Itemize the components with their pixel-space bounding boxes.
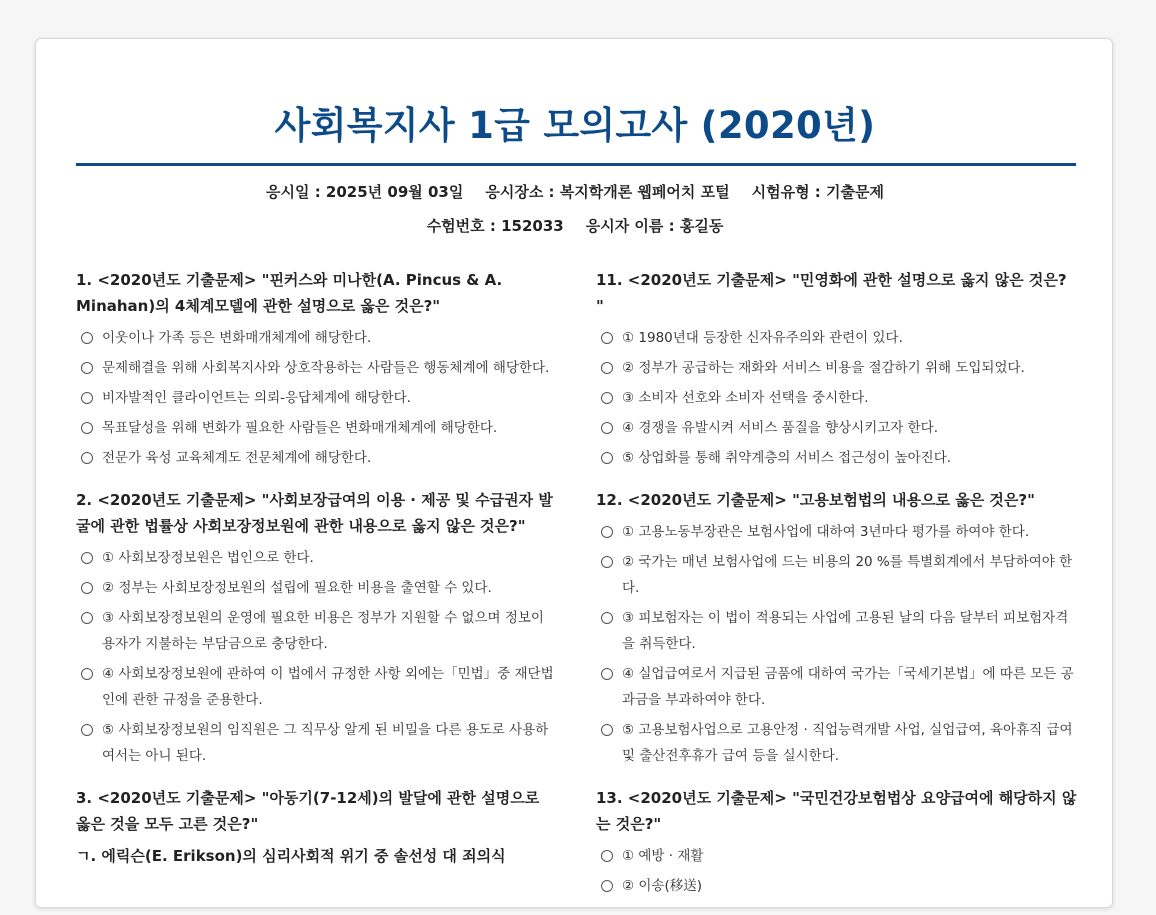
radio-button[interactable] xyxy=(601,452,613,464)
answer-option[interactable] xyxy=(596,661,1078,713)
answer-option[interactable] xyxy=(76,355,554,381)
radio-button[interactable] xyxy=(601,668,613,680)
radio-button[interactable] xyxy=(601,362,613,374)
answer-option[interactable] xyxy=(596,605,1078,657)
radio-button[interactable] xyxy=(601,422,613,434)
question-12 xyxy=(596,487,1078,769)
answer-option[interactable] xyxy=(76,325,554,351)
exam-info-line-2 xyxy=(76,215,1074,237)
option-text: ③ 사회보장정보원의 운영에 필요한 비용은 정부가 지원할 수 없으며 정보이용자가 지불하는 부담금으로 충당한다. xyxy=(102,610,544,652)
option-text: ④ 경쟁을 유발시켜 서비스 품질을 향상시키고자 한다. xyxy=(622,420,939,436)
radio-button[interactable] xyxy=(81,612,93,624)
radio-button[interactable] xyxy=(81,582,93,594)
examinee-name: 응시자 이름 : 홍길동 xyxy=(585,217,724,235)
option-text: ② 국가는 매년 보험사업에 드는 비용의 20 %를 특별회계에서 부담하여야 한다. xyxy=(622,554,1073,596)
answer-option[interactable] xyxy=(596,549,1078,601)
question-title: 11. <2020년도 기출문제> "민영화에 관한 설명으로 옳지 않은 것은? " xyxy=(596,271,1067,315)
option-text: ① 고용노동부장관은 보험사업에 대하여 3년마다 평가를 하여야 한다. xyxy=(622,524,1030,540)
option-text: 비자발적인 클라이언트는 의뢰-응답체계에 해당한다. xyxy=(102,390,411,406)
exam-info-line-1 xyxy=(76,181,1074,203)
option-text: ⑤ 사회보장정보원의 임직원은 그 직무상 알게 된 비밀을 다른 용도로 사용하여서는 아니 된다. xyxy=(102,722,549,764)
radio-button[interactable] xyxy=(601,556,613,568)
option-text: ④ 사회보장정보원에 관하여 이 법에서 규정한 사항 외에는「민법」중 재단법인에 관한 규정을 준용한다. xyxy=(102,666,554,708)
option-text: 이웃이나 가족 등은 변화매개체계에 해당한다. xyxy=(102,330,372,346)
title-divider xyxy=(76,163,1076,166)
answer-option[interactable] xyxy=(596,519,1078,545)
radio-button[interactable] xyxy=(601,526,613,538)
answer-option[interactable] xyxy=(596,385,1078,411)
answer-option[interactable] xyxy=(76,661,554,713)
option-text: 목표달성을 위해 변화가 필요한 사람들은 변화매개체계에 해당한다. xyxy=(102,420,498,436)
answer-option[interactable] xyxy=(596,325,1078,351)
question-13 xyxy=(596,785,1078,899)
question-1 xyxy=(76,267,554,471)
radio-button[interactable] xyxy=(81,452,93,464)
answer-option[interactable] xyxy=(596,445,1078,471)
option-text: ② 정부는 사회보장정보원의 설립에 필요한 비용을 출연할 수 있다. xyxy=(102,580,492,596)
radio-button[interactable] xyxy=(601,880,613,892)
answer-option[interactable] xyxy=(76,717,554,769)
option-text: ② 이송(移送) xyxy=(622,878,703,894)
option-text: ① 사회보장정보원은 법인으로 한다. xyxy=(102,550,314,566)
question-title: 12. <2020년도 기출문제> "고용보험법의 내용으로 옳은 것은?" xyxy=(596,491,1035,509)
radio-button[interactable] xyxy=(81,362,93,374)
exam-sheet xyxy=(35,38,1113,908)
question-11 xyxy=(596,267,1078,471)
answer-option[interactable] xyxy=(596,415,1078,441)
right-question-column xyxy=(596,267,1078,915)
option-text: ③ 소비자 선호와 소비자 선택을 중시한다. xyxy=(622,390,869,406)
exam-number: 수험번호 : 152033 xyxy=(426,217,564,235)
question-2 xyxy=(76,487,554,769)
radio-button[interactable] xyxy=(601,612,613,624)
option-text: ① 예방 · 재활 xyxy=(622,848,704,864)
answer-option[interactable] xyxy=(596,717,1078,769)
radio-button[interactable] xyxy=(601,724,613,736)
radio-button[interactable] xyxy=(601,332,613,344)
option-text: ① 1980년대 등장한 신자유주의와 관련이 있다. xyxy=(622,330,903,346)
answer-option[interactable] xyxy=(76,445,554,471)
exam-date: 응시일 : 2025년 09월 03일 xyxy=(266,183,464,201)
radio-button[interactable] xyxy=(601,392,613,404)
answer-option[interactable] xyxy=(596,355,1078,381)
exam-type: 시험유형 : 기출문제 xyxy=(751,183,884,201)
option-text: ⑤ 상업화를 통해 취약계층의 서비스 접근성이 높아진다. xyxy=(622,450,952,466)
question-title: 2. <2020년도 기출문제> "사회보장급여의 이용 · 제공 및 수급권자 발굴에 관한 법률상 사회보장정보원에 관한 내용으로 옳지 않은 것은?" xyxy=(76,491,553,535)
answer-option[interactable] xyxy=(76,575,554,601)
answer-option[interactable] xyxy=(76,385,554,411)
question-title: 3. <2020년도 기출문제> "아동기(7-12세)의 발달에 관한 설명으로 옳은 것을 모두 고른 것은?" xyxy=(76,789,540,833)
answer-option[interactable] xyxy=(596,873,1078,899)
option-text: ④ 실업급여로서 지급된 금품에 대하여 국가는「국세기본법」에 따른 모든 공과금을 부과하여야 한다. xyxy=(622,666,1074,708)
exam-place: 응시장소 : 복지학개론 웹페어치 포털 xyxy=(485,183,730,201)
question-title: 13. <2020년도 기출문제> "국민건강보험법상 요양급여에 해당하지 않는 것은?" xyxy=(596,789,1077,833)
radio-button[interactable] xyxy=(81,668,93,680)
left-question-column xyxy=(76,267,554,885)
radio-button[interactable] xyxy=(81,392,93,404)
option-text: ② 정부가 공급하는 재화와 서비스 비용을 절감하기 위해 도입되었다. xyxy=(622,360,1025,376)
question-3 xyxy=(76,785,554,869)
answer-option[interactable] xyxy=(76,605,554,657)
radio-button[interactable] xyxy=(81,724,93,736)
answer-option[interactable] xyxy=(596,843,1078,869)
option-text: 전문가 육성 교육체계도 전문체계에 해당한다. xyxy=(102,450,372,466)
page-title: 사회복지사 1급 모의고사 (2020년) xyxy=(274,104,876,147)
option-text: ⑤ 고용보험사업으로 고용안정 · 직업능력개발 사업, 실업급여, 육아휴직 급여 및 출산전후휴가 급여 등을 실시한다. xyxy=(622,722,1073,764)
answer-option[interactable] xyxy=(76,545,554,571)
radio-button[interactable] xyxy=(81,422,93,434)
radio-button[interactable] xyxy=(81,552,93,564)
radio-button[interactable] xyxy=(601,850,613,862)
radio-button[interactable] xyxy=(81,332,93,344)
option-text: ③ 피보험자는 이 법이 적용되는 사업에 고용된 날의 다음 달부터 피보험자격을 취득한다. xyxy=(622,610,1069,652)
question-title: 1. <2020년도 기출문제> "핀커스와 미나한(A. Pincus & A. Minahan)의 4체계모델에 관한 설명으로 옳은 것은?" xyxy=(76,271,503,315)
option-text: 문제해결을 위해 사회복지사와 상호작용하는 사람들은 행동체계에 해당한다. xyxy=(102,360,550,376)
question-subitem: ㄱ. 에릭슨(E. Erikson)의 심리사회적 위기 중 솔선성 대 죄의식 xyxy=(76,847,506,865)
answer-option[interactable] xyxy=(76,415,554,441)
